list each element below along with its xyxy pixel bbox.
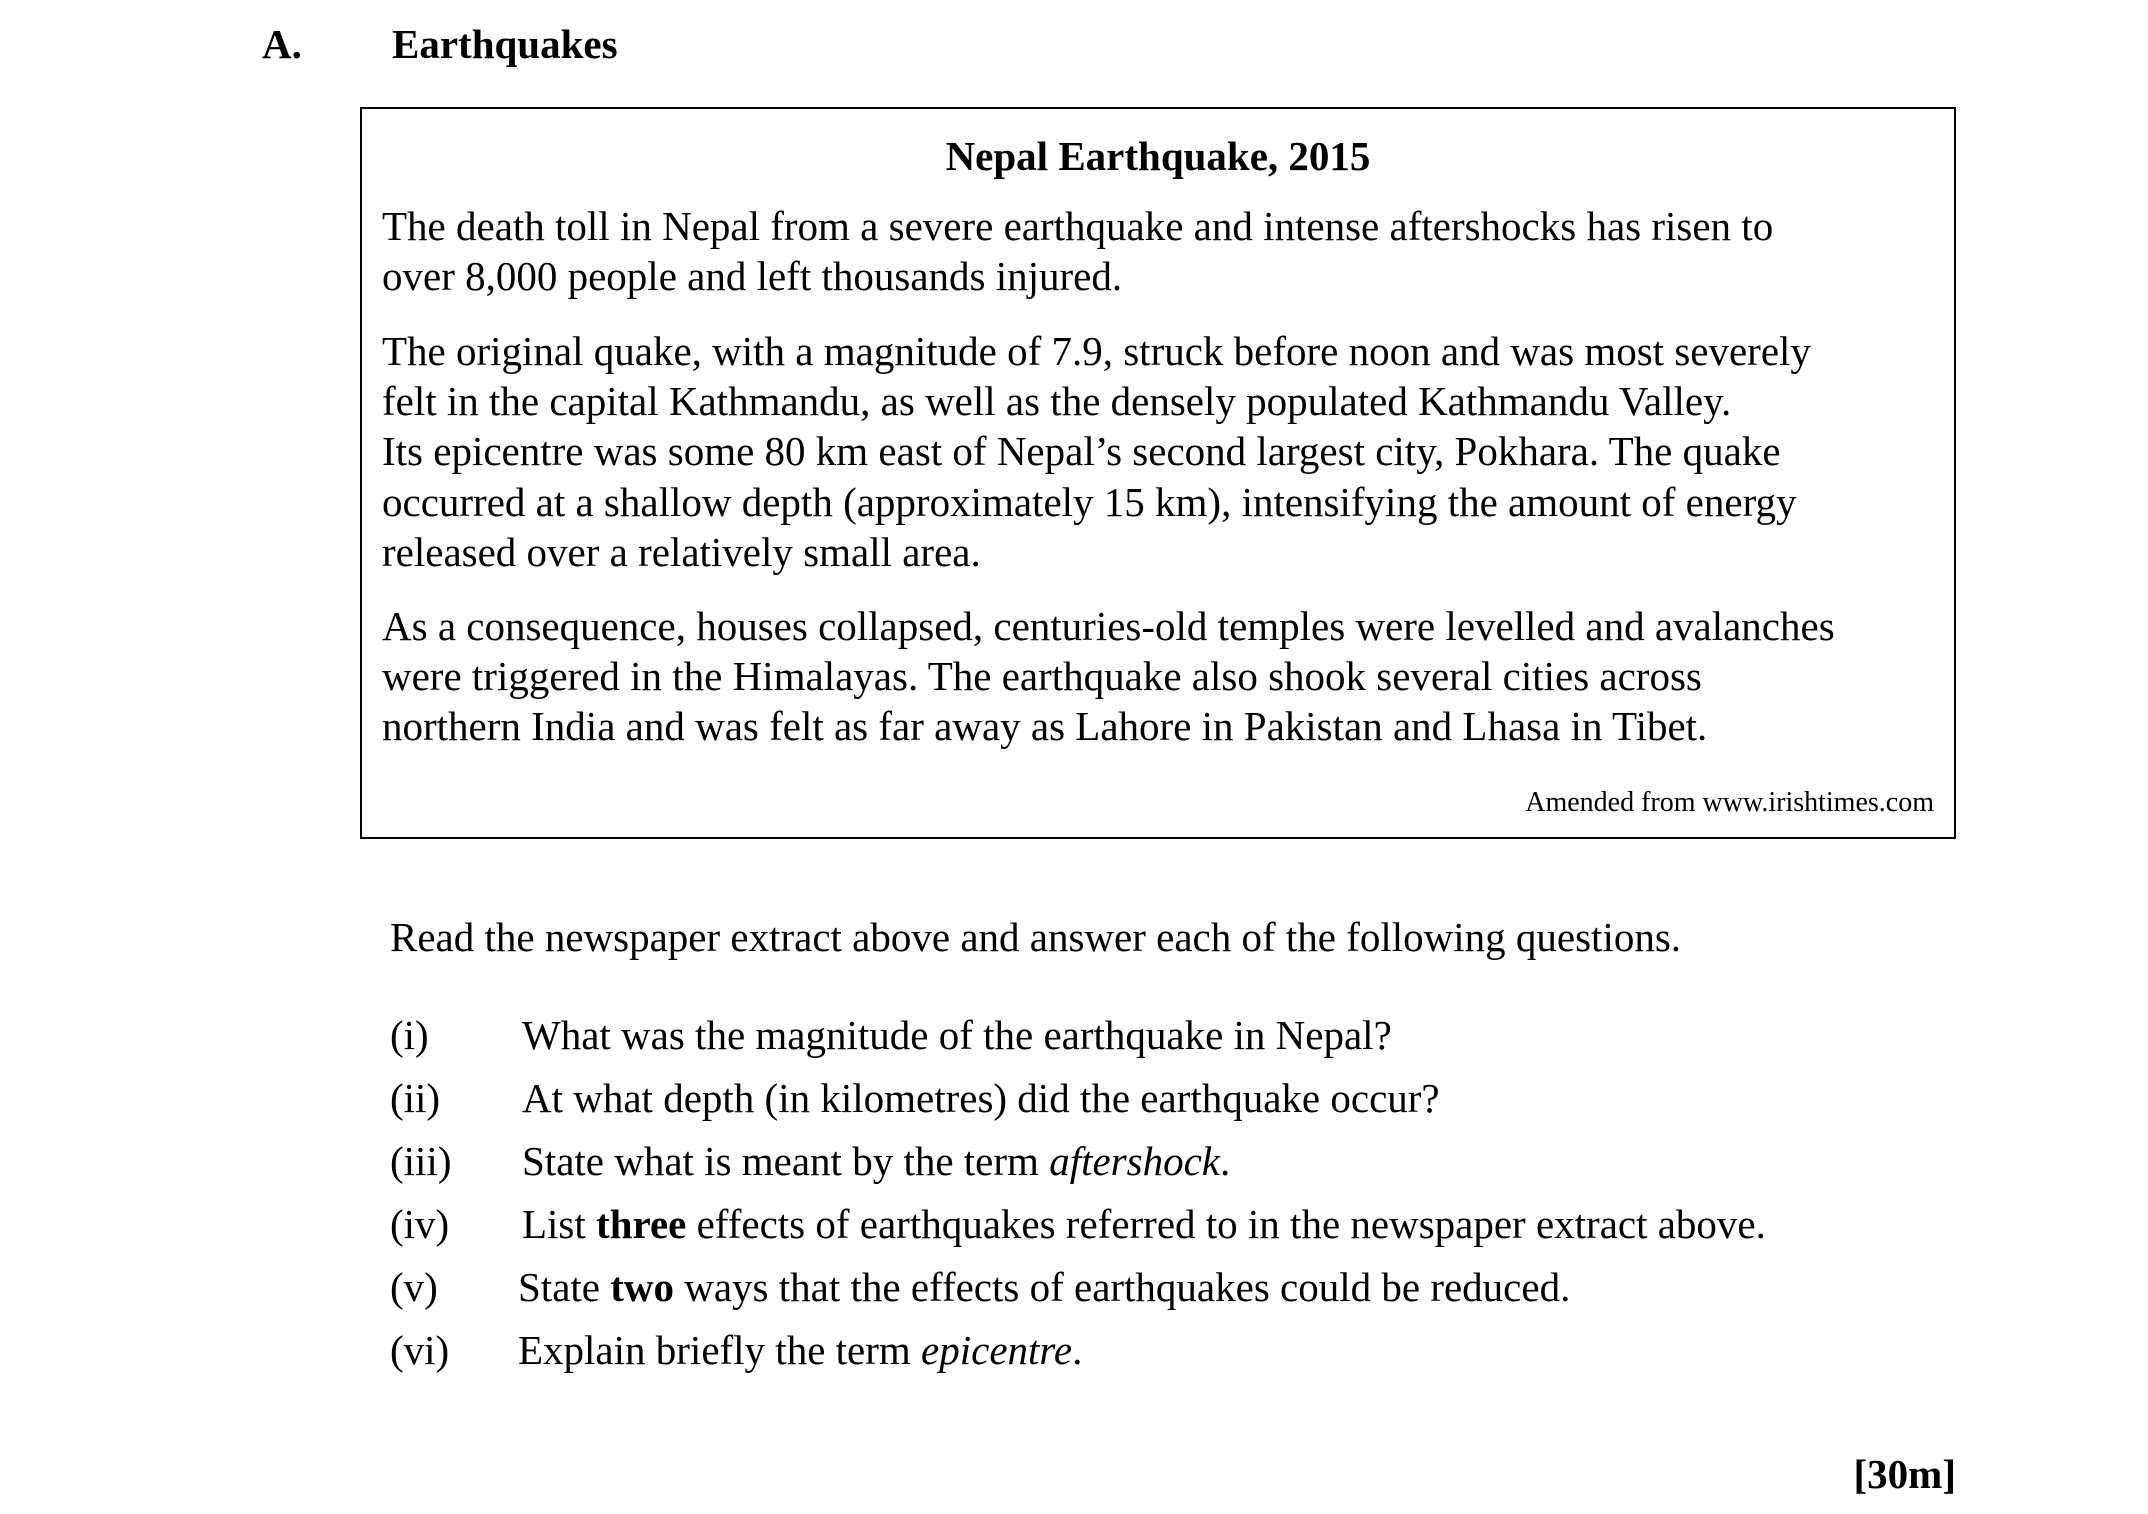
marks-allocation: [30m]	[1853, 1451, 1956, 1497]
section-title: Earthquakes	[392, 21, 618, 67]
question-text	[522, 1138, 1230, 1184]
section-heading	[262, 14, 618, 74]
question-number: (v)	[390, 1264, 438, 1310]
question-text	[522, 1201, 1766, 1247]
question-text: What was the magnitude of the earthquake in Nepal?	[522, 1012, 1392, 1058]
extract-source: Amended from www.irishtimes.com	[1525, 787, 1934, 818]
extract-line: Its epicentre was some 80 km east of Nepal’s second largest city, Pokhara. The quake	[382, 428, 1781, 475]
term-emphasis: aftershock	[1049, 1138, 1220, 1184]
question-text	[518, 1327, 1082, 1373]
extract-line: northern India and was felt as far away as Lahore in Pakistan and Lhasa in Tibet.	[382, 703, 1708, 750]
extract-line: The death toll in Nepal from a severe earthquake and intense aftershocks has risen to	[382, 203, 1774, 249]
question-list	[390, 1005, 1766, 1383]
extract-paragraph-1	[382, 201, 1942, 301]
question-text-suffix: ways that the effects of earthquakes could be reduced.	[674, 1264, 1571, 1310]
question-text: At what depth (in kilometres) did the earthquake occur?	[522, 1075, 1440, 1121]
question-item	[390, 1257, 1766, 1320]
extract-line: released over a relatively small area.	[382, 528, 981, 575]
question-item	[390, 1194, 1766, 1257]
question-text-prefix: List	[522, 1201, 597, 1247]
question-text-prefix: State	[518, 1264, 611, 1310]
extract-paragraph-3	[382, 601, 1942, 752]
question-item	[390, 1068, 1766, 1131]
count-emphasis: three	[596, 1201, 687, 1247]
count-emphasis: two	[610, 1264, 674, 1310]
section-letter: A.	[262, 21, 302, 67]
extract-line: over 8,000 people and left thousands injured.	[382, 253, 1123, 300]
extract-line: were triggered in the Himalayas. The earthquake also shook several cities across	[382, 653, 1702, 700]
question-text-suffix: .	[1219, 1138, 1231, 1184]
question-text-suffix: effects of earthquakes referred to in the newspaper extract above.	[686, 1201, 1766, 1247]
instruction-text: Read the newspaper extract above and answer each of the following questions.	[390, 914, 1682, 960]
question-item	[390, 1320, 1766, 1383]
question-text-prefix: Explain briefly the term	[518, 1327, 922, 1373]
question-text-prefix: State what is meant by the term	[522, 1138, 1050, 1184]
term-emphasis: epicentre	[921, 1327, 1073, 1373]
extract-line: The original quake, with a magnitude of 7.9, struck before noon and was most severely	[382, 328, 1811, 374]
extract-line: occurred at a shallow depth (approximately 15 km), intensifying the amount of energy	[382, 478, 1797, 525]
question-number: (ii)	[390, 1075, 441, 1121]
question-text	[518, 1264, 1570, 1310]
question-number: (i)	[390, 1012, 429, 1058]
extract-title: Nepal Earthquake, 2015	[945, 133, 1371, 179]
extract-line: As a consequence, houses collapsed, centuries-old temples were levelled and avalanches	[382, 603, 1835, 649]
extract-line: felt in the capital Kathmandu, as well as the densely populated Kathmandu Valley.	[382, 378, 1732, 425]
extract-paragraph-2	[382, 326, 1942, 577]
newspaper-extract-box	[360, 107, 1956, 839]
question-number: (iv)	[390, 1201, 450, 1247]
question-text-suffix: .	[1072, 1327, 1083, 1373]
question-number: (vi)	[390, 1327, 450, 1373]
question-item	[390, 1005, 1766, 1068]
question-number: (iii)	[390, 1138, 452, 1184]
question-item	[390, 1131, 1766, 1194]
